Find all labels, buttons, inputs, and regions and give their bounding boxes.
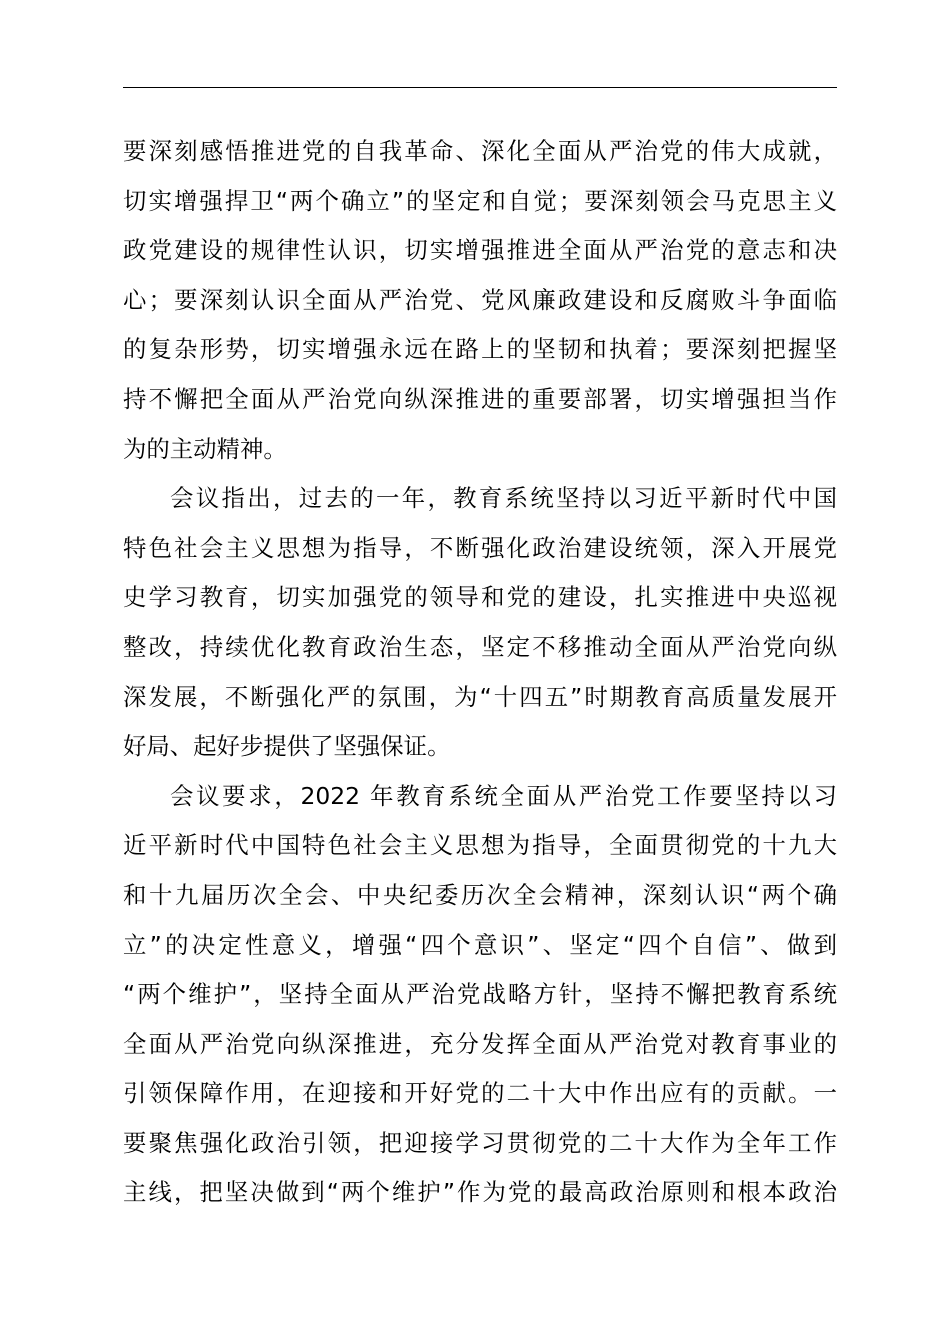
text-line: 史学习教育，切实加强党的领导和党的建设，扎实推进中央巡视 [123, 583, 837, 612]
text-line: 和十九届历次全会、中央纪委历次全会精神，深刻认识“两个确 [123, 880, 837, 909]
text-line: 深发展，不断强化严的氛围，为“十四五”时期教育高质量发展开 [123, 682, 837, 711]
text-line: 全面从严治党向纵深推进，充分发挥全面从严治党对教育事业的 [123, 1029, 837, 1058]
text-line: 切实增强捍卫“两个确立”的坚定和自觉；要深刻领会马克思主义 [123, 186, 837, 215]
paragraph-2 [123, 474, 837, 772]
text-line: 引领保障作用，在迎接和开好党的二十大中作出应有的贡献。一 [123, 1079, 837, 1108]
text-line: 主线，把坚决做到“两个维护”作为党的最高政治原则和根本政治 [123, 1178, 837, 1207]
text-line: 政党建设的规律性认识，切实增强推进全面从严治党的意志和决 [123, 236, 837, 265]
paragraph-1 [123, 127, 837, 474]
text-line: 特色社会主义思想为指导，不断强化政治建设统领，深入开展党 [123, 533, 837, 562]
text-line: 会议指出，过去的一年，教育系统坚持以习近平新时代中国 [170, 484, 837, 513]
text-line: “两个维护”，坚持全面从严治党战略方针，坚持不懈把教育系统 [123, 980, 837, 1009]
text-line: 近平新时代中国特色社会主义思想为指导，全面贯彻党的十九大 [123, 831, 837, 860]
text-line: 立”的决定性意义，增强“四个意识”、坚定“四个自信”、做到 [123, 930, 837, 959]
header-rule [123, 87, 837, 88]
text-line: 整改，持续优化教育政治生态，坚定不移推动全面从严治党向纵 [123, 632, 837, 661]
text-line: 要聚焦强化政治引领，把迎接学习贯彻党的二十大作为全年工作 [123, 1128, 837, 1157]
text-line: 持不懈把全面从严治党向纵深推进的重要部署，切实增强担当作 [123, 384, 837, 413]
document-body [123, 127, 837, 1218]
text-line: 会议要求，2022 年教育系统全面从严治党工作要坚持以习 [170, 781, 837, 810]
text-line: 心；要深刻认识全面从严治党、党风廉政建设和反腐败斗争面临 [123, 285, 837, 314]
paragraph-3 [123, 772, 837, 1218]
text-line: 好局、起好步提供了坚强保证。 [123, 732, 451, 761]
text-line: 为的主动精神。 [123, 434, 287, 463]
text-line: 的复杂形势，切实增强永远在路上的坚韧和执着；要深刻把握坚 [123, 335, 837, 364]
text-line: 要深刻感悟推进党的自我革命、深化全面从严治党的伟大成就， [123, 137, 837, 165]
